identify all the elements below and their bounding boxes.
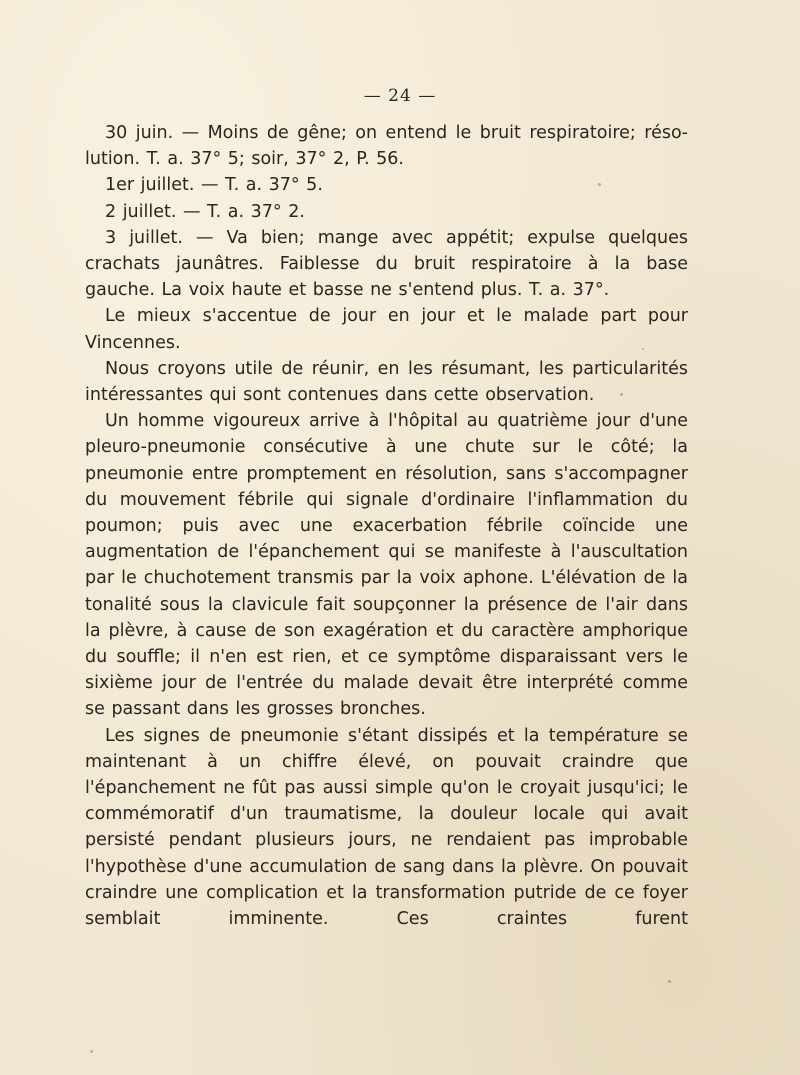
- paragraph-improvement: Le mieux s'accentue de jour en jour et le malade part pour Vincennes.: [85, 306, 688, 353]
- paper-speck: [642, 348, 644, 350]
- paragraph-june-30: 30 juin. — Moins de gêne; on entend le bruit respiratoire; résolution. T. a. 37° 5; soir, 37° 2, P. 56.: [85, 123, 688, 170]
- paper-speck: [598, 183, 601, 186]
- paragraph-pneumonia-signs: Les signes de pneumonie s'étant dissipés et la température se maintenant à un chiffre élevé, on pouvait craindre que l'épanchement ne fût pas aussi simple qu'on le croyait jusqu'ici; le commémoratif d'un traumatisme, la douleur locale qui avait persisté pendant plusieurs jours, ne rendaient pas improbable l'hypothèse d'une accumulation de sang dans la plèvre. On pouvait craindre une complication et la transformation putride de ce foyer semblait imminente. Ces craintes furent: [85, 725, 688, 930]
- paragraph-summary-intro: Nous croyons utile de réunir, en les résumant, les particularités intéressantes qui sont contenues dans cette observation.: [85, 358, 688, 406]
- paper-speck: [668, 980, 671, 983]
- paragraph-july-1: 1er juillet. — T. a. 37° 5.: [105, 175, 323, 196]
- paragraph-case-summary: Un homme vigoureux arrive à l'hôpital au quatrième jour d'une pleuro-pneumonie consécutive à une chute sur le côté; la pneumonie entre promptement en résolution, sans s'accompagner du mouvement fébrile qui signale d'ordinaire l'inflammation du poumon; puis avec une exacerbation fébrile coïncide une augmentation de l'épanchement qui se manifeste à l'auscultation par le chuchotement transmis par la voix aphone. L'élévation de la tonalité sous la clavicule fait soupçonner la présence de l'air dans la plèvre, à cause de son exagération et du caractère amphorique du souffle; il n'en est rien, et ce symptôme disparaissant vers le sixième jour de l'entrée du malade devait être interprété comme se passant dans les grosses bronches.: [85, 411, 688, 720]
- page-number: — 24 —: [363, 86, 437, 106]
- paper-speck: [620, 393, 623, 396]
- paragraph-july-2: 2 juillet. — T. a. 37° 2.: [105, 201, 305, 222]
- paragraph-july-3: 3 juillet. — Va bien; mange avec appétit; expulse quelques crachats jaunâtres. Faiblesse du bruit respiratoire à la base gauche. La voix haute et basse ne s'entend plus. T. a. 37°.: [85, 227, 688, 301]
- body-text: [85, 120, 688, 932]
- paper-speck: [90, 1050, 93, 1053]
